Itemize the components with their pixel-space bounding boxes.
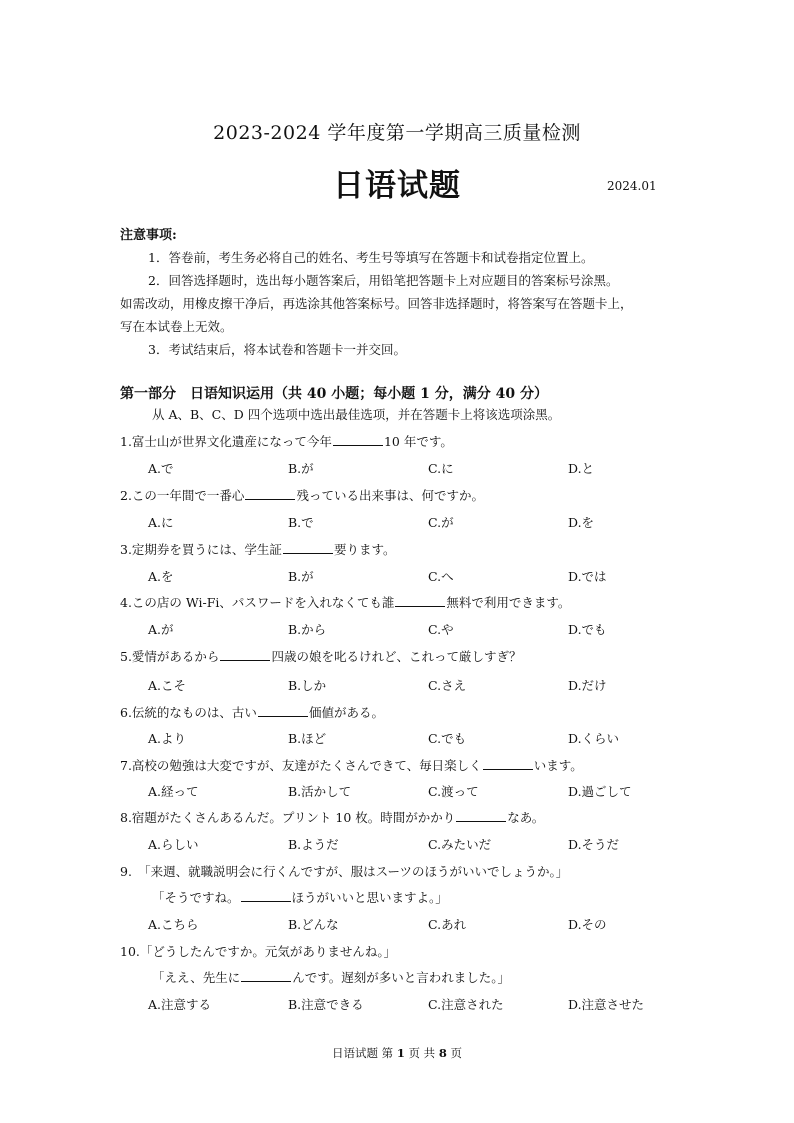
option-a: A.経って [148,784,199,799]
answer-blank [241,889,291,902]
question-text: 7.高校の勉強は大変ですが、友達がたくさんできて、毎日楽しく [120,758,482,773]
answer-blank [241,969,291,982]
question-text: 四歳の娘を叱るけれど、これって厳しすぎ？ [271,649,522,664]
question-7 [120,756,583,774]
option-b: B.が [288,569,314,584]
question-9-line-2 [152,888,448,906]
answer-blank [283,541,333,554]
option-a: A.こそ [148,678,187,693]
notice-heading: 注意事项: [120,228,177,243]
option-a: A.より [148,731,187,746]
question-10: 10.「どうしたんですか。元気がありませんね。」 [120,944,397,959]
option-d: D.と [568,461,595,476]
notice-item-2-line-3: 写在本试卷上无效。 [120,319,233,334]
option-a: A.が [148,622,174,637]
footer-prefix: 日语试题 第 [332,1046,394,1060]
question-text: ほうがいいと思いますよ。」 [291,890,448,905]
answer-blank [258,704,308,717]
subject-title: 日语试题 [333,168,461,204]
question-4 [120,593,570,611]
question-text: います。 [533,758,583,773]
option-c: C.注意された [428,997,504,1012]
option-b: B.しか [288,678,327,693]
page-footer [0,1045,794,1061]
option-a: A.注意する [148,997,212,1012]
option-d: D.過ごして [568,784,632,799]
question-6 [120,703,384,721]
part1-instruction: 从 A、B、C、D 四个选项中选出最佳选项，并在答题卡上将该选项涂黑。 [152,407,561,422]
question-text: 1.富士山が世界文化遺産になって今年 [120,434,332,449]
footer-middle: 页 共 [408,1046,436,1060]
option-c: C.みたいだ [428,837,492,852]
option-c: C.へ [428,569,454,584]
option-d: D.だけ [568,678,607,693]
option-d: D.くらい [568,731,620,746]
question-text: 5.愛情があるから [120,649,220,664]
question-9: 9. 「来週、就職説明会に行くんですが、服はスーツのほうがいいでしょうか。」 [120,864,569,879]
option-c: C.さえ [428,678,467,693]
option-d: D.その [568,917,607,932]
question-1 [120,432,453,450]
option-b: B.から [288,622,327,637]
option-d: D.を [568,515,595,530]
notice-item-2-line-1: 2．回答选择题时，选出每小题答案后，用铅笔把答题卡上对应题目的答案标号涂黑。 [148,273,619,288]
answer-blank [483,757,533,770]
option-b: B.どんな [288,917,339,932]
footer-suffix: 页 [450,1046,462,1060]
option-c: C.あれ [428,917,467,932]
option-b: B.ようだ [288,837,339,852]
notice-item-3: 3．考试结束后，将本试卷和答题卡一并交回。 [148,342,406,357]
option-b: B.で [288,515,314,530]
question-text: 6.伝統的なものは、古い [120,705,257,720]
option-d: D.では [568,569,607,584]
question-text: 2.この一年間で一番心 [120,488,245,503]
question-text: 要ります。 [333,542,396,557]
option-b: B.ほど [288,731,327,746]
question-text: なあ。 [507,810,545,825]
question-text: 3.定期券を買うには、学生証 [120,542,282,557]
option-c: C.渡って [428,784,479,799]
question-text: 「ええ、先生に [152,970,241,985]
answer-blank [220,648,270,661]
question-8 [120,808,544,826]
question-text: 残っている出来事は、何ですか。 [296,488,484,503]
option-c: C.に [428,461,454,476]
option-a: A.に [148,515,174,530]
notice-item-2-line-2: 如需改动，用橡皮擦干净后，再选涂其他答案标号。回答非选择题时，将答案写在答题卡上， [120,296,633,311]
question-10-line-2 [152,968,510,986]
answer-blank [456,809,506,822]
option-c: C.や [428,622,454,637]
exam-title: 2023-2024 学年度第一学期高三质量检测 [213,122,581,144]
option-a: A.で [148,461,174,476]
answer-blank [395,594,445,607]
question-text: 10 年です。 [383,434,453,449]
option-b: B.注意できる [288,997,364,1012]
notice-item-1: 1．答卷前，考生务必将自己的姓名、考生号等填写在答题卡和试卷指定位置上。 [148,250,594,265]
page-total: 8 [438,1046,447,1060]
option-d: D.そうだ [568,837,620,852]
option-c: C.が [428,515,454,530]
question-5 [120,647,521,665]
question-2 [120,486,484,504]
question-3 [120,540,395,558]
option-d: D.でも [568,622,607,637]
option-c: C.でも [428,731,467,746]
question-text: 4.この店の Wi-Fi、パスワードを入れなくても誰 [120,595,395,610]
option-d: D.注意させた [568,997,645,1012]
question-text: 8.宿題がたくさんあるんだ。プリント 10 枚。時間がかかり [120,810,456,825]
question-text: 無料で利用できます。 [446,595,571,610]
answer-blank [245,487,295,500]
answer-blank [333,433,383,446]
question-text: 「そうですね。 [152,890,240,905]
question-text: 価値がある。 [308,705,384,720]
option-a: A.こちら [148,917,199,932]
question-text: んです。遅刻が多いと言われました。」 [292,970,511,985]
option-b: B.が [288,461,314,476]
option-b: B.活かして [288,784,352,799]
part1-heading: 第一部分 日语知识运用（共 40 小题；每小题 1 分，满分 40 分） [120,386,548,402]
option-a: A.を [148,569,174,584]
page-number: 1 [396,1046,405,1060]
exam-date: 2024.01 [607,179,657,193]
option-a: A.らしい [148,837,199,852]
